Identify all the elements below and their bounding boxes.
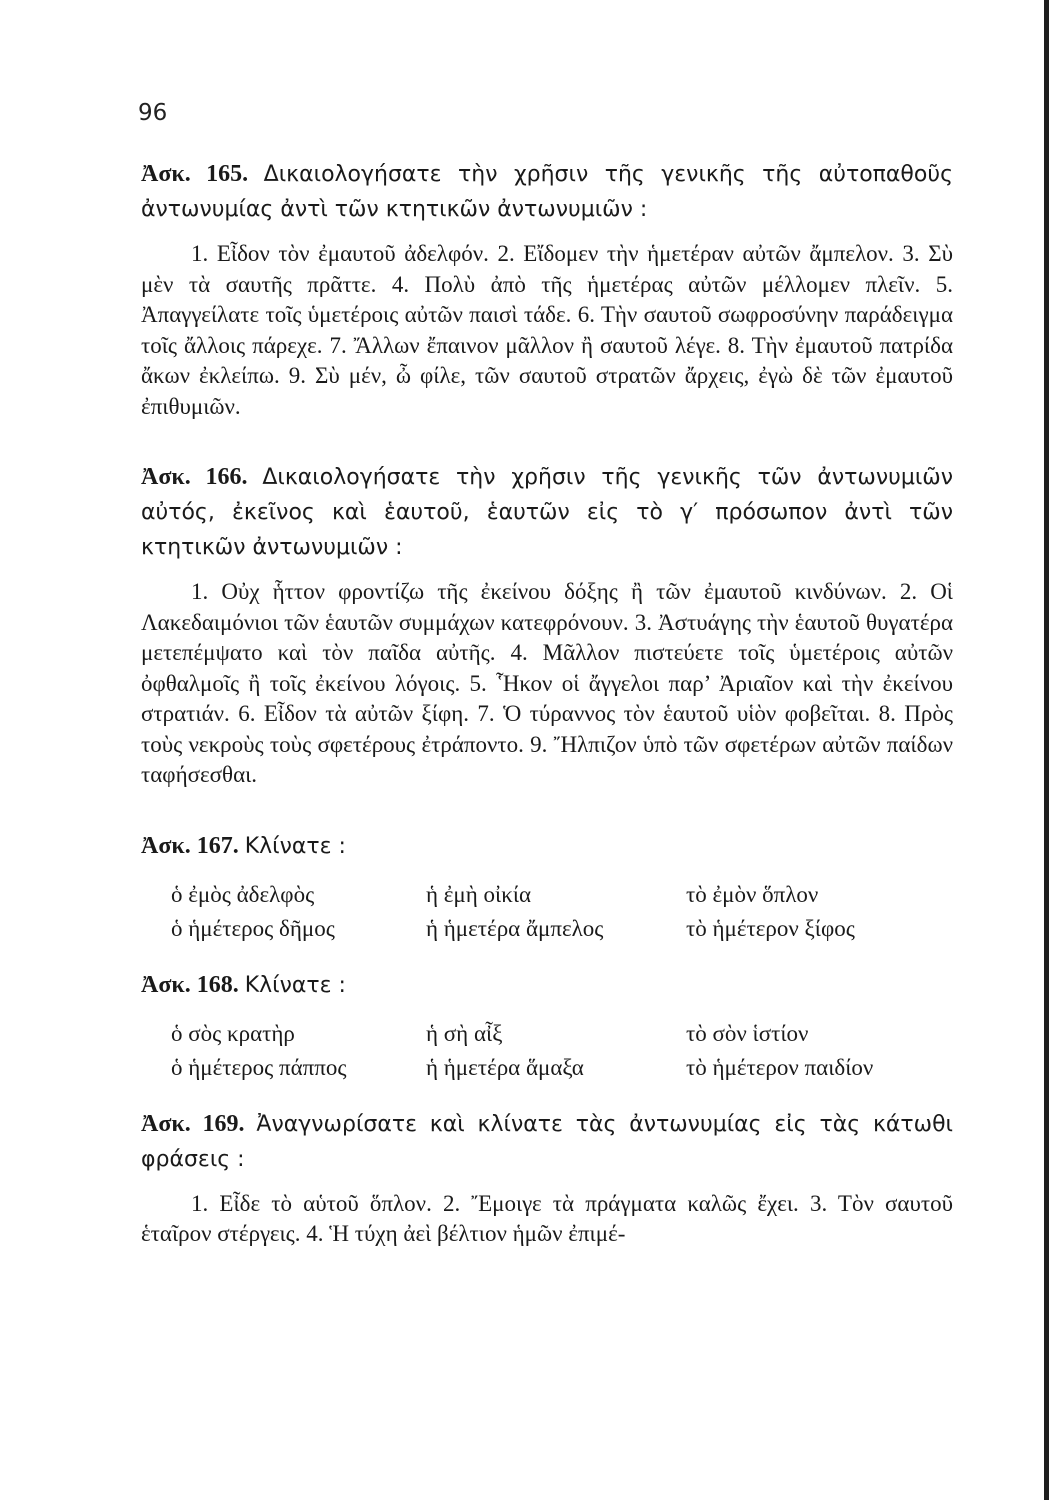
exercise-heading — [141, 1107, 953, 1177]
page-edge — [1044, 0, 1049, 1500]
exercise-167 — [141, 829, 953, 946]
masculine-form: ὁ σὸς κρατὴρ — [171, 1020, 295, 1046]
feminine-form: ἡ ἡμετέρα ἅμαξα — [426, 1054, 584, 1080]
exercise-165 — [141, 157, 953, 422]
exercise-169 — [141, 1107, 953, 1250]
declension-table — [171, 878, 953, 946]
exercise-label: Ἀσκ. 166. — [141, 464, 248, 490]
masculine-form: ὁ ἡμέτερος πάππος — [171, 1054, 347, 1080]
declension-row — [171, 878, 953, 912]
declension-table — [171, 1017, 953, 1085]
exercise-instruction: Δικαιολογήσατε τὴν χρῆσιν τῆς γενικῆς τῶν ἀντωνυμιῶν αὐτός, ἐκεῖνος καὶ ἑαυτοῦ, ἑαυτῶν εἰς τὸ γ′ πρόσωπον ἀντὶ τῶν κτητικῶν ἀντωνυμιῶν : — [141, 465, 953, 560]
feminine-form: ἡ ἐμὴ οἰκία — [426, 881, 532, 907]
exercise-label: Ἀσκ. 165. — [141, 161, 249, 187]
neuter-form: τὸ ἐμὸν ὅπλον — [686, 881, 819, 907]
page-number: 96 — [138, 100, 168, 126]
exercise-text: 1. Οὐχ ἧττον φροντίζω τῆς ἐκείνου δόξης ἢ τῶν ἐμαυτοῦ κινδύνων. 2. Οἱ Λακεδαιμόνιοι τῶν ἑαυτῶν συμμάχων κατεφρόνουν. 3. Ἀστυάγης τὴν ἑαυτοῦ θυγατέρα μετεπέμψατο καὶ τὸν παῖδα αὐτῆς. 4. Μᾶλλον πιστεύετε τοῖς ὑμετέροις αὐτῶν ὀφθαλμοῖς ἢ τοῖς ἐκείνου λόγοις. 5. Ἧκον οἱ ἄγγελοι παρ’ Ἀριαῖον καὶ τὴν ἐκείνου στρατιάν. 6. Εἶδον τὰ αὐτῶν ξίφη. 7. Ὁ τύραννος τὸν ἑαυτοῦ υἱὸν φοβεῖται. 8. Πρὸς τοὺς νεκροὺς τοὺς σφετέρους ἐτράποντο. 9. Ἤλπιζον ὑπὸ τῶν σφετέρων αὐτῶν παίδων ταφήσεσθαι. — [141, 579, 953, 787]
exercise-text: 1. Εἶδον τὸν ἐμαυτοῦ ἀδελφόν. 2. Εἴδομεν τὴν ἡμετέραν αὐτῶν ἄμπελον. 3. Σὺ μὲν τὰ σαυτῆς πρᾶττε. 4. Πολὺ ἀπὸ τῆς ἡμετέρας αὐτῶν μέλλομεν πλεῖν. 5. Ἀπαγγείλατε τοῖς ὑμετέροις αὐτῶν παισὶ τάδε. 6. Τὴν σαυτοῦ σωφροσύνην παράδειγμα τοῖς ἄλλοις πάρεχε. 7. Ἄλλων ἔπαινον μᾶλλον ἢ σαυτοῦ λέγε. 8. Τὴν ἐμαυτοῦ πατρίδα ἄκων ἐκλείπω. 9. Σὺ μέν, ὦ φίλε, τῶν σαυτοῦ στρατῶν ἄρχεις, ἐγὼ δὲ τῶν ἐμαυτοῦ ἐπιθυμιῶν. — [141, 241, 953, 419]
feminine-form: ἡ σὴ αἶξ — [426, 1020, 503, 1046]
exercise-text: 1. Εἶδε τὸ αὑτοῦ ὅπλον. 2. Ἔμοιγε τὰ πράγματα καλῶς ἔχει. 3. Τὸν σαυτοῦ ἑταῖρον στέργεις. 4. Ἡ τύχη ἀεὶ βέλτιον ἡμῶν ἐπιμέ- — [141, 1190, 953, 1246]
exercise-heading — [141, 460, 953, 565]
neuter-form: τὸ ἡμέτερον ξίφος — [686, 915, 855, 941]
feminine-form: ἡ ἡμετέρα ἄμπελος — [426, 915, 604, 941]
exercise-heading — [141, 157, 953, 227]
exercise-label: Ἀσκ. 168. — [141, 971, 239, 998]
declension-row — [171, 1051, 953, 1085]
exercise-166 — [141, 460, 953, 791]
exercise-heading — [141, 968, 953, 1003]
declension-row — [171, 912, 953, 946]
exercise-instruction: Δικαιολογήσατε τὴν χρῆσιν τῆς γενικῆς τῆς αὐτοπαθοῦς ἀντωνυμίας ἀντὶ τῶν κτητικῶν ἀντωνυμιῶν : — [141, 162, 953, 222]
declension-row — [171, 1017, 953, 1051]
exercise-heading — [141, 829, 953, 864]
exercise-label: Ἀσκ. 169. — [141, 1110, 245, 1137]
neuter-form: τὸ ἡμέτερον παιδίον — [686, 1054, 874, 1080]
exercise-instruction: Κλίνατε : — [244, 833, 346, 859]
exercise-label: Ἀσκ. 167. — [141, 832, 239, 859]
neuter-form: τὸ σὸν ἱστίον — [686, 1020, 809, 1046]
masculine-form: ὁ ἡμέτερος δῆμος — [171, 915, 335, 941]
exercise-instruction: Κλίνατε : — [244, 972, 346, 998]
page-body — [141, 157, 953, 1288]
exercise-168 — [141, 968, 953, 1085]
exercise-instruction: Ἀναγνωρίσατε καὶ κλίνατε τὰς ἀντωνυμίας εἰς τὰς κάτωθι φράσεις : — [141, 1111, 954, 1172]
masculine-form: ὁ ἐμὸς ἀδελφὸς — [171, 881, 315, 907]
